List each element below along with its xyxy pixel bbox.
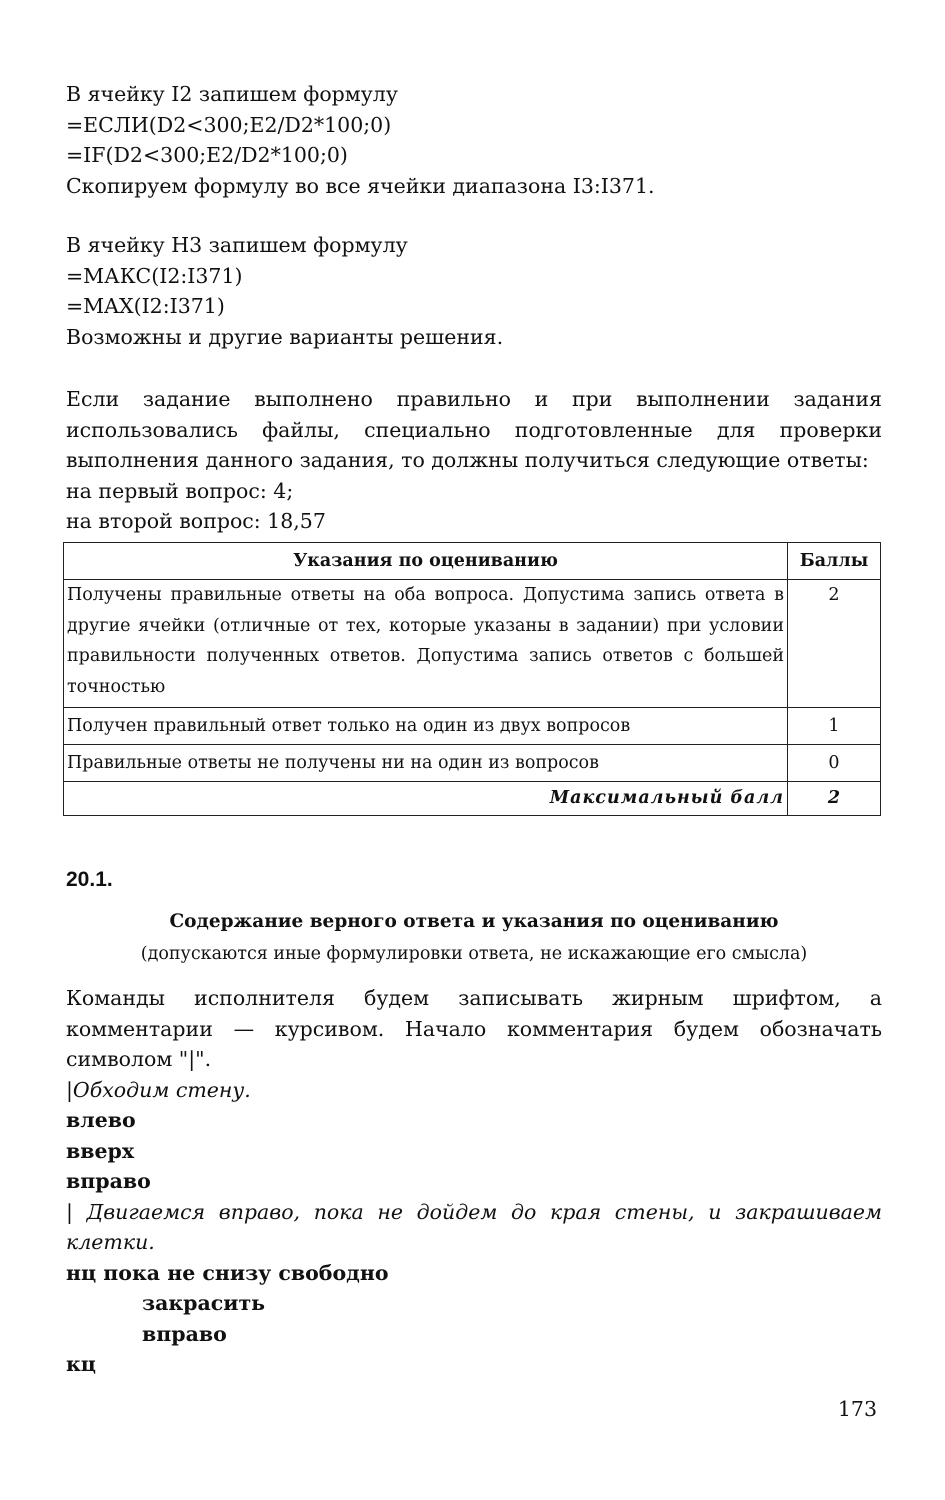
criteria-header: Указания по оцениванию xyxy=(64,543,788,580)
points-header: Баллы xyxy=(788,543,881,580)
comment-move-right: | Двигаемся вправо, пока не дойдем до края стены, и закрашиваем клетки. xyxy=(66,1199,882,1254)
h3-formula-ru: =МАКС(I2:I371) xyxy=(66,263,243,288)
scoring-table xyxy=(63,542,881,816)
command-up: вверх xyxy=(66,1138,135,1163)
scoring-header-row xyxy=(64,543,881,580)
answer-subheading: (допускаются иные формулировки ответа, не искажающие его смысла) xyxy=(140,944,808,964)
task-number: 20.1. xyxy=(66,868,113,891)
h3-intro: В ячейку H3 запишем формулу xyxy=(66,233,408,257)
comment-bypass-wall: |Обходим стену. xyxy=(66,1077,251,1102)
answer-second: на второй вопрос: 18,57 xyxy=(66,509,326,533)
criteria-cell: Правильные ответы не получены ни на один из вопросов xyxy=(64,745,788,782)
answers-section xyxy=(66,384,882,537)
loop-command-right: вправо xyxy=(142,1321,227,1346)
answer-heading: Содержание верного ответа и указания по оцениванию xyxy=(169,911,779,932)
table-row xyxy=(64,708,881,745)
points-cell: 2 xyxy=(788,580,881,708)
criteria-cell: Получен правильный ответ только на один из двух вопросов xyxy=(64,708,788,745)
max-score-label: Максимальный балл xyxy=(64,782,788,816)
points-cell: 0 xyxy=(788,745,881,782)
i2-formula-ru: =ЕСЛИ(D2<300;E2/D2*100;0) xyxy=(66,112,392,137)
i2-intro: В ячейку I2 запишем формулу xyxy=(66,82,398,106)
loop-end: кц xyxy=(66,1352,96,1376)
formula-section-h3 xyxy=(66,230,882,352)
alternatives-note: Возможны и другие варианты решения. xyxy=(66,324,504,349)
command-right: вправо xyxy=(66,1169,151,1193)
max-score-row xyxy=(64,782,881,816)
formula-section-i2 xyxy=(66,79,882,201)
max-score-value: 2 xyxy=(788,782,881,816)
table-row xyxy=(64,745,881,782)
answers-intro: Если задание выполнено правильно и при выполнении задания использовались файлы, специально подготовленные для проверки выполнения данного задания, то должны получиться следующие ответы: xyxy=(66,387,882,472)
loop-start: нц пока не снизу свободно xyxy=(66,1260,389,1285)
task-20-1-solution xyxy=(66,983,882,1380)
loop-command-paint: закрасить xyxy=(142,1291,266,1315)
answer-first: на первый вопрос: 4; xyxy=(66,478,294,503)
solution-intro: Команды исполнителя будем записывать жирным шрифтом, а комментарии — курсивом. Начало комментария будем обозначать символом "|". xyxy=(66,986,882,1071)
command-left: влево xyxy=(66,1108,136,1132)
h3-formula-en: =MAX(I2:I371) xyxy=(66,294,225,318)
points-cell: 1 xyxy=(788,708,881,745)
page-number: 173 xyxy=(837,1397,877,1421)
copy-note: Скопируем формулу во все ячейки диапазона I3:I371. xyxy=(66,173,655,198)
table-row xyxy=(64,580,881,708)
criteria-cell: Получены правильные ответы на оба вопроса. Допустима запись ответа в другие ячейки (отличные от тех, которые указаны в задании) при условии правильности полученных ответов. Допустима запись ответов с большей точностью xyxy=(64,580,788,708)
i2-formula-en: =IF(D2<300;E2/D2*100;0) xyxy=(66,143,348,167)
